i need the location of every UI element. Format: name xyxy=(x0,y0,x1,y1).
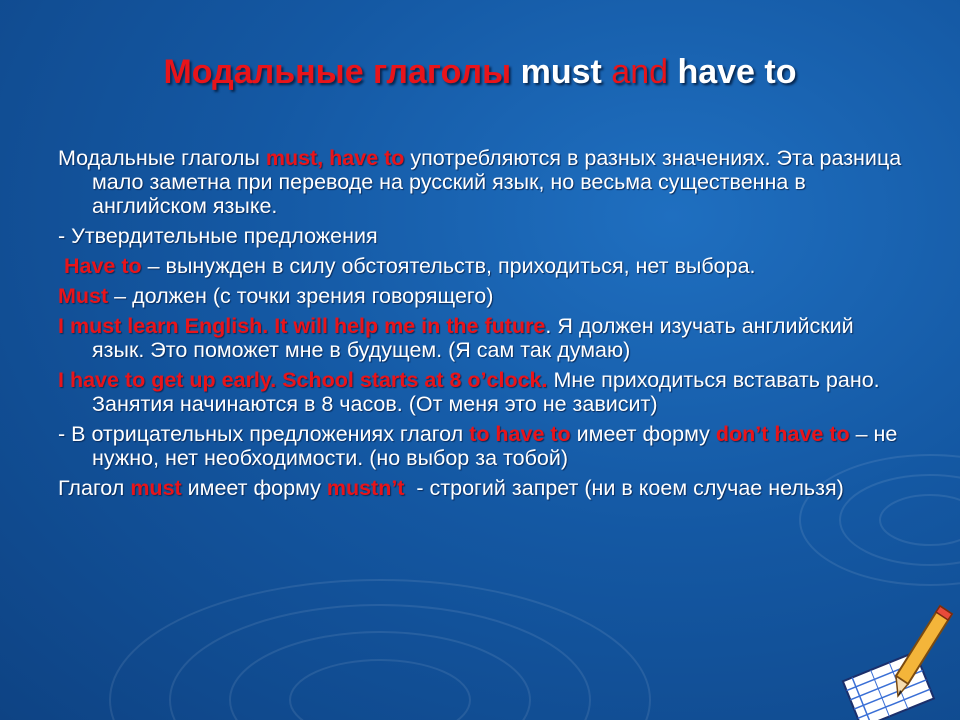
slide-body xyxy=(58,146,908,506)
pencil-and-notebook-icon xyxy=(836,600,960,720)
text-run: – не нужно, нет необходимости. (но выбор за тобой) xyxy=(92,422,898,470)
title-part-4: have to xyxy=(677,53,797,91)
text-run: Мне приходиться вставать рано. Занятия начинаются в 8 часов. (От меня это не зависит) xyxy=(92,368,880,416)
paragraph-mustnt xyxy=(58,476,908,500)
highlight-run: don’t have to xyxy=(715,422,850,446)
highlight-run: Have to xyxy=(63,254,142,278)
paragraph-have-to xyxy=(58,254,908,278)
title-part-2: must xyxy=(520,53,602,91)
highlight-run: must, have to xyxy=(265,146,405,170)
paragraph-example-have-to xyxy=(58,368,908,416)
text-run: Глагол xyxy=(58,476,131,500)
title-part-3: and xyxy=(611,53,669,91)
paragraph-intro xyxy=(58,146,908,218)
paragraph-affirmative-heading xyxy=(58,224,908,248)
highlight-run: must xyxy=(130,476,182,500)
paragraph-negative xyxy=(58,422,908,470)
title-part-1: Модальные глаголы xyxy=(163,53,512,91)
highlight-run: I have to get up early. School starts at 8 o’clock. xyxy=(58,368,548,392)
slide-title xyxy=(0,52,960,92)
text-run: – должен (с точки зрения говорящего) xyxy=(108,284,494,308)
text-run: - строгий запрет (ни в коем случае нельзя) xyxy=(404,476,844,500)
paragraph-must xyxy=(58,284,908,308)
paragraph-example-must xyxy=(58,314,908,362)
text-run: имеет форму xyxy=(570,422,716,446)
text-run: Модальные глаголы xyxy=(58,146,266,170)
highlight-run: I must learn English. It will help me in the future xyxy=(58,314,546,338)
text-run: . Я должен изучать английский язык. Это поможет мне в будущем. (Я сам так думаю) xyxy=(92,314,854,362)
text-run: - В отрицательных предложениях глагол xyxy=(58,422,470,446)
highlight-run: to have to xyxy=(469,422,571,446)
text-run: имеет форму xyxy=(181,476,327,500)
highlight-run: Must xyxy=(58,284,109,308)
text-run: - Утвердительные предложения xyxy=(58,224,378,248)
highlight-run: mustn’t xyxy=(326,476,405,500)
text-run: употребляются в разных значениях. Эта разница мало заметна при переводе на русский язык, но весьма существенна в английском языке. xyxy=(92,146,902,218)
text-run: – вынужден в силу обстоятельств, приходиться, нет выбора. xyxy=(141,254,756,278)
